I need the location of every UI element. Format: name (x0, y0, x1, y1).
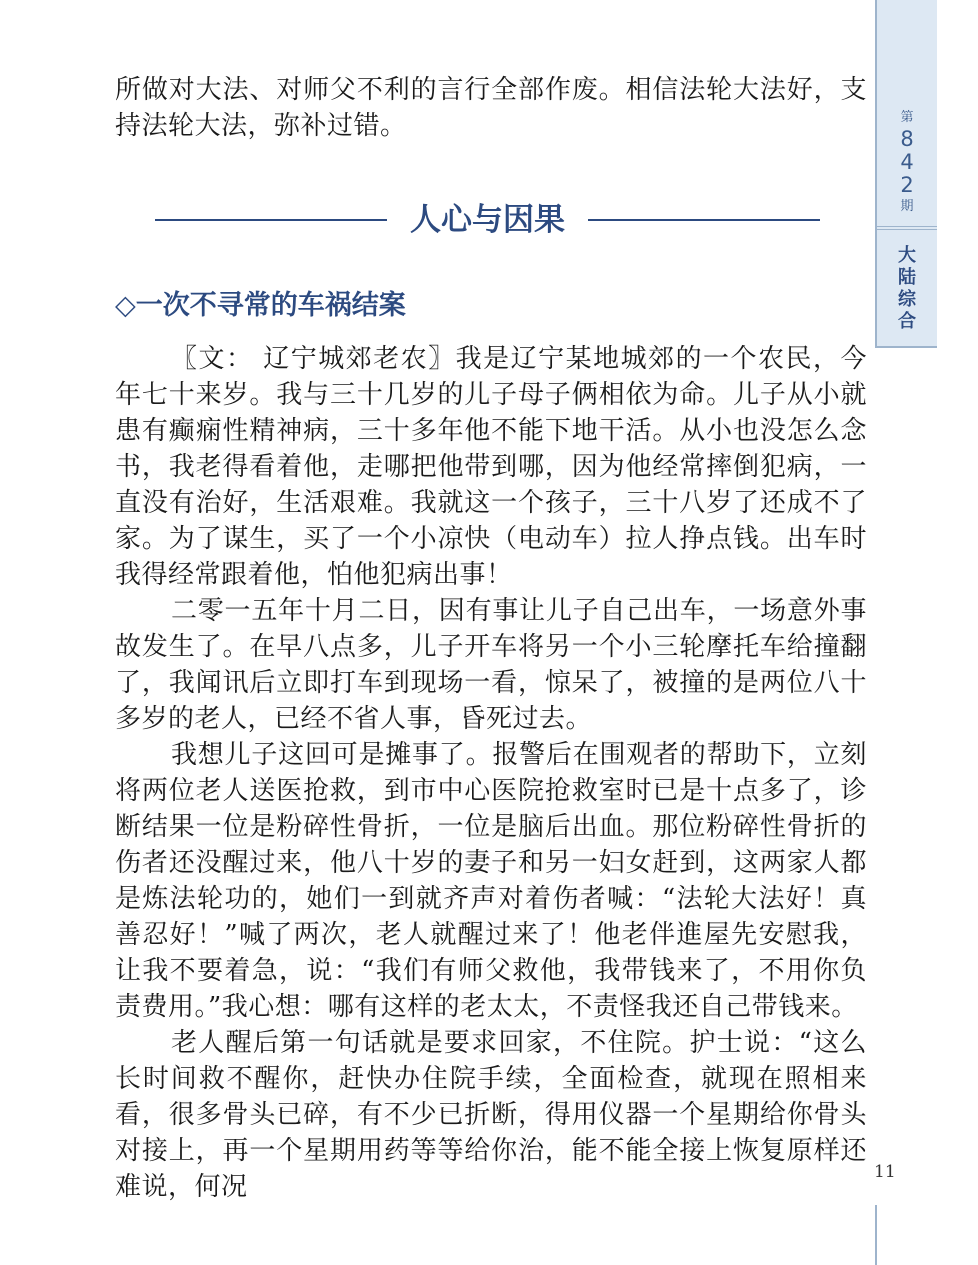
section-char: 大 (898, 245, 916, 266)
sidebar (875, 0, 935, 1265)
margin-rule (875, 1205, 877, 1265)
section-title: 人心与因果 (410, 202, 565, 238)
sidebar-panel (875, 0, 937, 348)
section-heading (155, 195, 820, 245)
article-paragraph: 二零一五年十月二日，因有事让儿子自己出车，一场意外事故发生了。在早八点多，儿子开车将另一个小三轮摩托车给撞翻了，我闻讯后立即打车到现场一看，惊呆了，被撞的是两位八十多岁的老人，已经不省人事，昏死过去。 (115, 596, 867, 734)
section-label (877, 245, 937, 333)
article-paragraph: 我想儿子这回可是摊事了。报警后在围观者的帮助下，立刻将两位老人送医抢救，到市中心医院抢救室时已是十点多了，诊断结果一位是粉碎性骨折，一位是脑后出血。那位粉碎性骨折的伤者还没醒过来，他八十岁的妻子和另一妇女赶到，这两家人都是炼法轮功的，她们一到就齐声对着伤者喊：“法轮大法好！真善忍好！”喊了两次，老人就醒过来了！他老伴進屋先安慰我，让我不要着急，说：“我们有师父救他，我带钱来了，不用你负责费用。”我心想：哪有这样的老太太，不责怪我还自己带钱来。 (115, 740, 867, 1022)
story-title: ◇一次不寻常的车祸结案 (115, 290, 406, 321)
article-body (115, 341, 867, 1205)
issue-prefix: 第 (900, 110, 914, 125)
intro-paragraph: 所做对大法、对师父不利的言行全部作废。相信法轮大法好，支持法轮大法，弥补过错。 (115, 75, 867, 141)
heading-rule-left (155, 219, 387, 221)
page-number: 11 (874, 1162, 896, 1182)
sidebar-divider (877, 226, 937, 230)
issue-number (877, 108, 937, 217)
section-char: 综 (898, 289, 916, 310)
issue-digit: 4 (900, 150, 914, 174)
issue-digit: 8 (900, 127, 914, 151)
article-paragraph: 老人醒后第一句话就是要求回家，不住院。护士说：“这么长时间救不醒你，赶快办住院手续，全面检查，就现在照相来看，很多骨头已碎，有不少已折断，得用仪器一个星期给你骨头对接上，再一个星期用药等等给你治，能不能全接上恢复原样还难说，何况 (115, 1028, 867, 1202)
article-paragraph: 〖文： 辽宁城郊老农〗我是辽宁某地城郊的一个农民，今年七十来岁。我与三十几岁的儿子母子俩相依为命。儿子从小就患有癫痫性精神病，三十多年他不能下地干活。从小也没怎么念书，我老得看着他，走哪把他带到哪，因为他经常摔倒犯病，一直没有治好，生活艰难。我就这一个孩子，三十八岁了还成不了家。为了谋生，买了一个小凉快（电动车）拉人挣点钱。出车时我得经常跟着他，怕他犯病出事！ (115, 344, 867, 590)
section-char: 合 (898, 311, 916, 332)
section-char: 陆 (898, 267, 916, 288)
issue-suffix: 期 (900, 199, 914, 214)
issue-digit: 2 (900, 173, 914, 197)
intro-block (115, 72, 867, 144)
heading-rule-right (588, 219, 820, 221)
